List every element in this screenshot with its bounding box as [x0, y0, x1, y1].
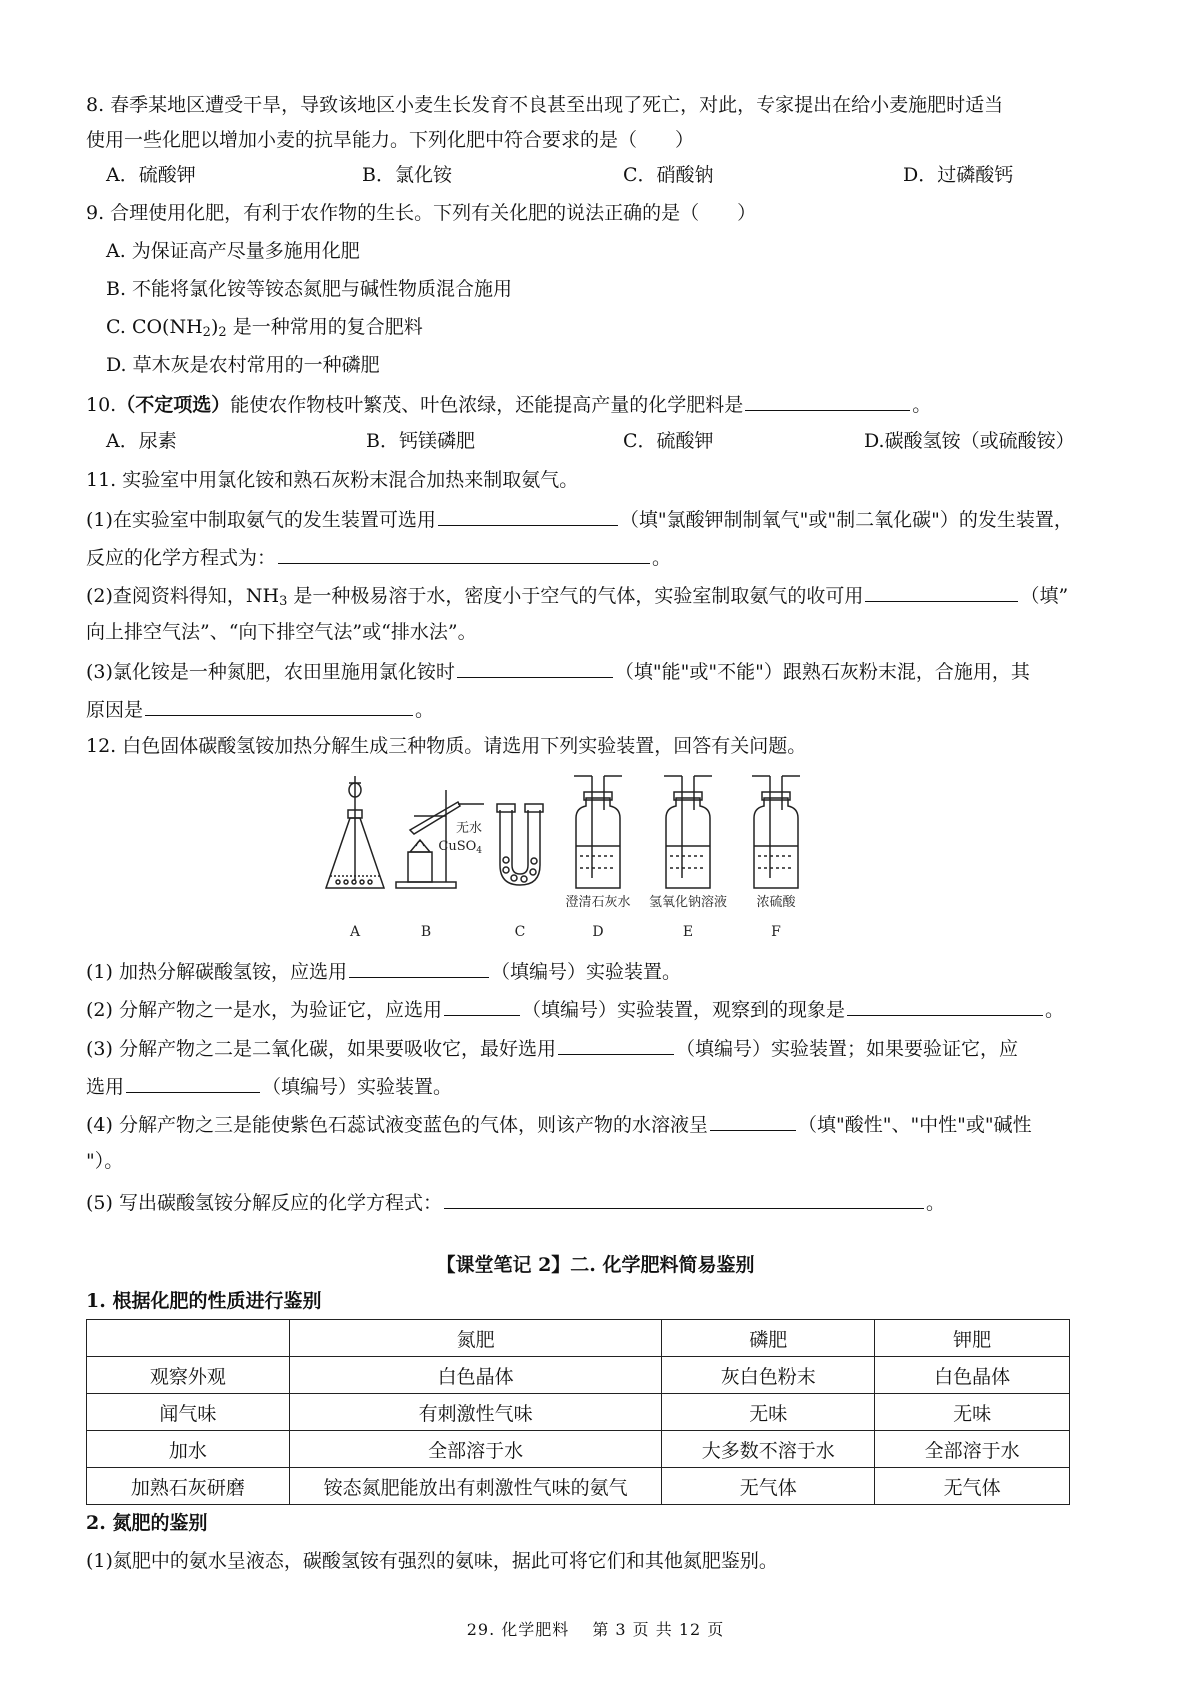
- page-footer: 29. 化学肥料 第 3 页 共 12 页: [466, 1620, 725, 1639]
- apparatus-a-flask: [326, 776, 384, 888]
- table-cell: 全部溶于水: [875, 1431, 1070, 1468]
- apparatus-e-bottle: [664, 776, 712, 888]
- q10-tag: （不定项选）: [116, 394, 231, 416]
- q12-sub2: (2) 分解产物之一是水，为验证它，应选用 （填编号）实验装置，观察到的现象是 。: [86, 995, 1064, 1023]
- table-cell: 全部溶于水: [289, 1431, 662, 1468]
- q12-sub3-blank1[interactable]: [558, 1034, 674, 1055]
- q8-option-b: B．氯化铵: [362, 164, 452, 186]
- q12-equation-blank[interactable]: [444, 1188, 924, 1209]
- q9-option-c: C. $CO(NH_2)_2$ 是一种常用的复合肥料: [106, 316, 423, 340]
- table-cell: 灰白色粉末: [662, 1357, 875, 1394]
- q12-sub4-line2: "）。: [86, 1150, 124, 1172]
- apparatus-f-bottle: [752, 776, 800, 888]
- q10-answer-blank[interactable]: [745, 390, 910, 411]
- q11-part3-line2: 原因是 。: [86, 695, 434, 723]
- q11-part2-line1: (2)查阅资料得知，$NH_3$ 是一种极易溶于水，密度小于空气的气体，实验室制取氨气的收可用 （填”: [86, 581, 1068, 609]
- table-header-cell: 磷肥: [662, 1320, 875, 1357]
- cuso4-label-2: CuSO$_4$: [438, 839, 482, 856]
- table-cell: 闻气味: [87, 1394, 290, 1431]
- label-f: F: [771, 924, 781, 940]
- label-conc-sulfuric-acid: 浓硫酸: [756, 895, 796, 910]
- cuso4-label-1: 无水: [455, 821, 482, 836]
- apparatus-d-bottle: [574, 776, 622, 888]
- q12-sub1-blank[interactable]: [349, 957, 489, 978]
- q8-option-d: D．过磷酸钙: [903, 164, 1014, 186]
- fertilizer-identification-table: [86, 1319, 1070, 1505]
- q12-sub2-blank2[interactable]: [847, 995, 1043, 1016]
- table-cell: 加熟石灰研磨: [87, 1468, 290, 1505]
- table-cell: 有刺激性气味: [289, 1394, 662, 1431]
- q8-option-c: C．硝酸钠: [623, 164, 714, 186]
- q12-sub4-blank[interactable]: [710, 1110, 796, 1131]
- label-naoh-solution: 氢氧化钠溶液: [648, 895, 728, 910]
- q10-option-c: C．硫酸钾: [623, 430, 714, 452]
- table-header-row: [87, 1320, 1070, 1357]
- q9-option-a: A. 为保证高产尽量多施用化肥: [106, 240, 360, 262]
- table-header-cell: 氮肥: [289, 1320, 662, 1357]
- label-e: E: [682, 924, 694, 940]
- q12-sub3-line2: 选用 （填编号）实验装置。: [86, 1072, 452, 1100]
- apparatus-figure: [318, 770, 888, 945]
- table-cell: 无味: [875, 1394, 1070, 1431]
- q10-option-d: D.碳酸氢铵（或硫酸铵）: [864, 430, 1075, 452]
- q11-stem: 11. 实验室中用氯化铵和熟石灰粉末混合加热来制取氨气。: [86, 469, 579, 491]
- table-header-cell: 钾肥: [875, 1320, 1070, 1357]
- table-header-cell: [87, 1320, 290, 1357]
- q12-sub5: (5) 写出碳酸氢铵分解反应的化学方程式： 。: [86, 1188, 945, 1216]
- table-cell: 加水: [87, 1431, 290, 1468]
- notes-line: (1)氮肥中的氨水呈液态，碳酸氢铵有强烈的氨味，据此可将它们和其他氮肥鉴别。: [86, 1550, 778, 1572]
- label-d: D: [592, 924, 604, 940]
- notes-subheading-1: 1. 根据化肥的性质进行鉴别: [86, 1290, 322, 1312]
- table-cell: 白色晶体: [289, 1357, 662, 1394]
- table-cell: 无气体: [662, 1468, 875, 1505]
- q8-option-a: A．硫酸钾: [106, 164, 196, 186]
- table-row: [87, 1431, 1070, 1468]
- q11-part1-line2: 反应的化学方程式为： 。: [86, 543, 671, 571]
- table-row: [87, 1357, 1070, 1394]
- table-cell: 白色晶体: [875, 1357, 1070, 1394]
- q10-stem: 10.（不定项选）能使农作物枝叶繁茂、叶色浓绿，还能提高产量的化学肥料是 。: [86, 390, 931, 418]
- label-b: B: [420, 924, 432, 940]
- q11-part2-blank[interactable]: [865, 581, 1018, 602]
- table-cell: 无气体: [875, 1468, 1070, 1505]
- q8-line2: 使用一些化肥以增加小麦的抗旱能力。下列化肥中符合要求的是（ ）: [86, 129, 695, 151]
- q12-sub4-line1: (4) 分解产物之三是能使紫色石蕊试液变蓝色的气体，则该产物的水溶液呈 （填"酸性"、"中性"或"碱性: [86, 1110, 1032, 1138]
- q9-stem: 9. 合理使用化肥，有利于农作物的生长。下列有关化肥的说法正确的是（ ）: [86, 202, 757, 224]
- label-c: C: [514, 924, 526, 940]
- table-row: [87, 1468, 1070, 1505]
- notes-subheading-2: 2. 氮肥的鉴别: [86, 1512, 208, 1534]
- table-cell: 铵态氮肥能放出有刺激性气味的氨气: [289, 1468, 662, 1505]
- q10-option-a: A．尿素: [106, 430, 177, 452]
- q11-equation-blank[interactable]: [278, 543, 650, 564]
- q11-part1-blank1[interactable]: [438, 505, 618, 526]
- table-row: [87, 1394, 1070, 1431]
- label-a: A: [349, 924, 361, 940]
- q12-sub2-blank1[interactable]: [444, 995, 520, 1016]
- q11-part3-blank1[interactable]: [457, 657, 613, 678]
- q11-part3-blank2[interactable]: [145, 695, 413, 716]
- notes-heading: 【课堂笔记 2】二. 化学肥料简易鉴别: [436, 1254, 755, 1276]
- q11-part3-line1: (3)氯化铵是一种氮肥，农田里施用氯化铵时 （填"能"或"不能"）跟熟石灰粉末混，合施用，其: [86, 657, 1030, 685]
- q9-option-d: D. 草木灰是农村常用的一种磷肥: [106, 354, 380, 376]
- q11-part2-line2: 向上排空气法”、“向下排空气法”或“排水法”。: [86, 621, 477, 643]
- q8-line1: 8. 春季某地区遭受干旱，导致该地区小麦生长发育不良甚至出现了死亡，对此，专家提出在给小麦施肥时适当: [86, 94, 1004, 116]
- q9-option-b: B. 不能将氯化铵等铵态氮肥与碱性物质混合施用: [106, 278, 513, 300]
- q11-part1-line1: (1)在实验室中制取氨气的发生装置可选用 （填"氯酸钾制制氧气"或"制二氧化碳"）的发生装置，: [86, 505, 1073, 533]
- label-lime-water: 澄清石灰水: [565, 895, 631, 910]
- q12-stem: 12. 白色固体碳酸氢铵加热分解生成三种物质。请选用下列实验装置，回答有关问题。: [86, 735, 807, 757]
- table-cell: 大多数不溶于水: [662, 1431, 875, 1468]
- q12-sub3-line1: (3) 分解产物之二是二氧化碳，如果要吸收它，最好选用 （填编号）实验装置；如果要验证它，应: [86, 1034, 1018, 1062]
- q12-sub3-blank2[interactable]: [126, 1072, 260, 1093]
- table-cell: 观察外观: [87, 1357, 290, 1394]
- q12-sub1: (1) 加热分解碳酸氢铵，应选用 （填编号）实验装置。: [86, 957, 681, 985]
- table-cell: 无味: [662, 1394, 875, 1431]
- apparatus-c-u-tube: [497, 804, 543, 885]
- q10-option-b: B．钙镁磷肥: [366, 430, 475, 452]
